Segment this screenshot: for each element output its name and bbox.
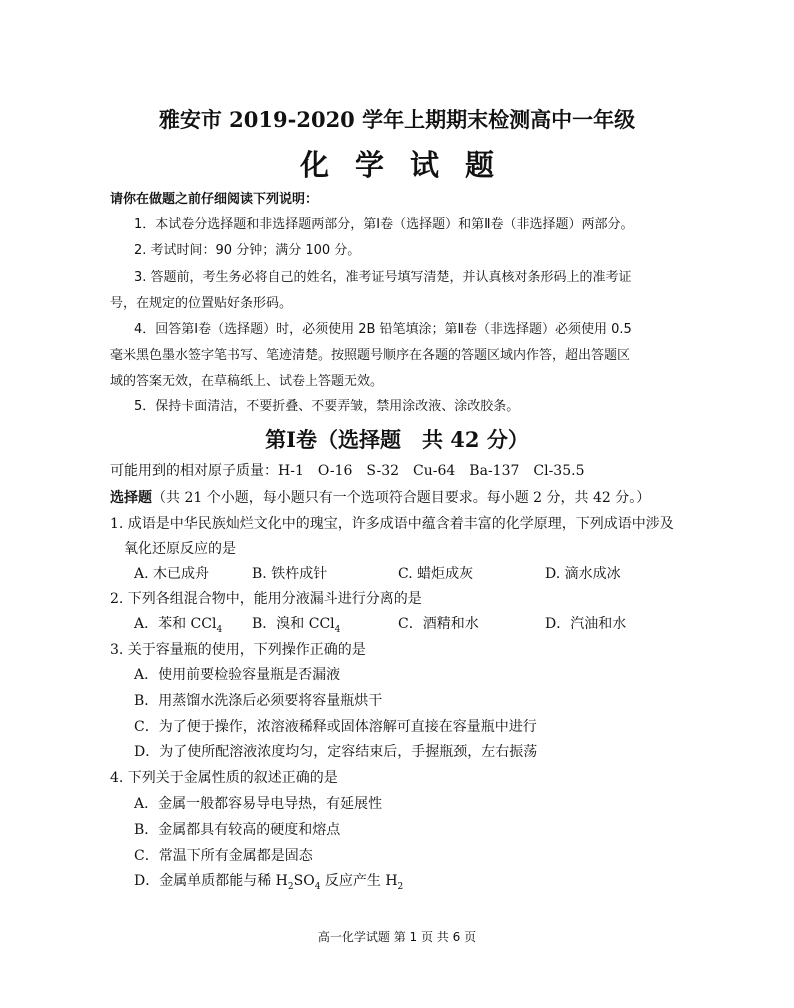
instruction-line: 4．回答第Ⅰ卷（选择题）时，必须使用 2B 铅笔填涂；第Ⅱ卷（非选择题）必须使用 0.5 bbox=[134, 322, 632, 337]
question-3-option-a: A．使用前要检验容量瓶是否漏液 bbox=[134, 667, 341, 683]
question-4-option-c: C．常温下所有金属都是固态 bbox=[134, 848, 313, 864]
question-4-option-a: A．金属一般都容易导电导热，有延展性 bbox=[134, 796, 383, 812]
question-2-option-a: A．苯和 CCl$_4$ bbox=[134, 616, 223, 635]
instruction-line: 域的答案无效，在草稿纸上、试卷上答题无效。 bbox=[110, 374, 384, 389]
question-3-stem: 3. 关于容量瓶的使用，下列操作正确的是 bbox=[110, 642, 366, 658]
question-1-stem: 1. 成语是中华民族灿烂文化中的瑰宝，许多成语中蕴含着丰富的化学原理，下列成语中涉及 bbox=[110, 516, 674, 532]
instruction-line: 号，在规定的位置贴好条形码。 bbox=[110, 296, 293, 311]
choice-intro-text: （共 21 个小题，每小题只有一个选项符合题目要求。每小题 2 分，共 42 分。） bbox=[152, 490, 651, 506]
atomic-masses: 可能用到的相对原子质量：H-1 O-16 S-32 Cu-64 Ba-137 Cl-35.5 bbox=[110, 463, 585, 479]
instruction-line: 3. 答题前，考生务必将自己的姓名，准考证号填写清楚，并认真核对条形码上的准考证 bbox=[134, 270, 632, 285]
question-4-option-b: B．金属都具有较高的硬度和熔点 bbox=[134, 822, 341, 838]
page-title: 雅安市 2019-2020 学年上期期末检测高中一年级 bbox=[158, 107, 636, 132]
question-1-option-a: A. 木已成舟 bbox=[134, 566, 210, 582]
question-4-option-d: D．金属单质都能与稀 $H_2SO_4$ 反应产生 $H_2$ bbox=[134, 873, 404, 892]
question-2-option-b: B．溴和 CCl$_4$ bbox=[252, 616, 341, 635]
question-1-option-d: D. 滴水成冰 bbox=[545, 566, 621, 582]
question-1-stem-cont: 氧化还原反应的是 bbox=[124, 541, 236, 557]
question-1-option-c: C. 蜡炬成灰 bbox=[398, 566, 474, 582]
question-2-stem: 2. 下列各组混合物中，能用分液漏斗进行分离的是 bbox=[110, 591, 422, 607]
question-3-option-c: C．为了便于操作，浓溶液稀释或固体溶解可直接在容量瓶中进行 bbox=[134, 719, 537, 735]
instruction-line: 5．保持卡面清洁，不要折叠、不要弄皱，禁用涂改液、涂改胶条。 bbox=[134, 399, 520, 414]
instruction-line: 毫米黑色墨水签字笔书写、笔迹清楚。按照题号顺序在各题的答题区域内作答，超出答题区 bbox=[110, 348, 631, 363]
page-footer: 高一化学试题 第 1 页 共 6 页 bbox=[317, 930, 477, 944]
question-3-option-d: D．为了使所配溶液浓度均匀，定容结束后，手握瓶颈，左右振荡 bbox=[134, 744, 538, 760]
choice-intro-label: 选择题 bbox=[110, 490, 152, 506]
instructions-heading: 请你在做题之前仔细阅读下列说明： bbox=[110, 192, 319, 207]
question-2-option-c: C．酒精和水 bbox=[398, 616, 479, 632]
question-1-option-b: B. 铁杵成针 bbox=[252, 566, 328, 582]
question-2-option-d: D．汽油和水 bbox=[545, 616, 627, 632]
choice-intro bbox=[110, 487, 650, 507]
instruction-line: 2. 考试时间：90 分钟；满分 100 分。 bbox=[134, 243, 361, 258]
question-3-option-b: B．用蒸馏水洗涤后必须要将容量瓶烘干 bbox=[134, 693, 383, 709]
page-subtitle: 化学试题 bbox=[299, 148, 520, 182]
section-title: 第Ⅰ卷（选择题 共 42 分） bbox=[265, 427, 529, 452]
instruction-line: 1．本试卷分选择题和非选择题两部分，第Ⅰ卷（选择题）和第Ⅱ卷（非选择题）两部分。 bbox=[134, 217, 634, 232]
question-4-stem: 4. 下列关于金属性质的叙述正确的是 bbox=[110, 770, 338, 786]
